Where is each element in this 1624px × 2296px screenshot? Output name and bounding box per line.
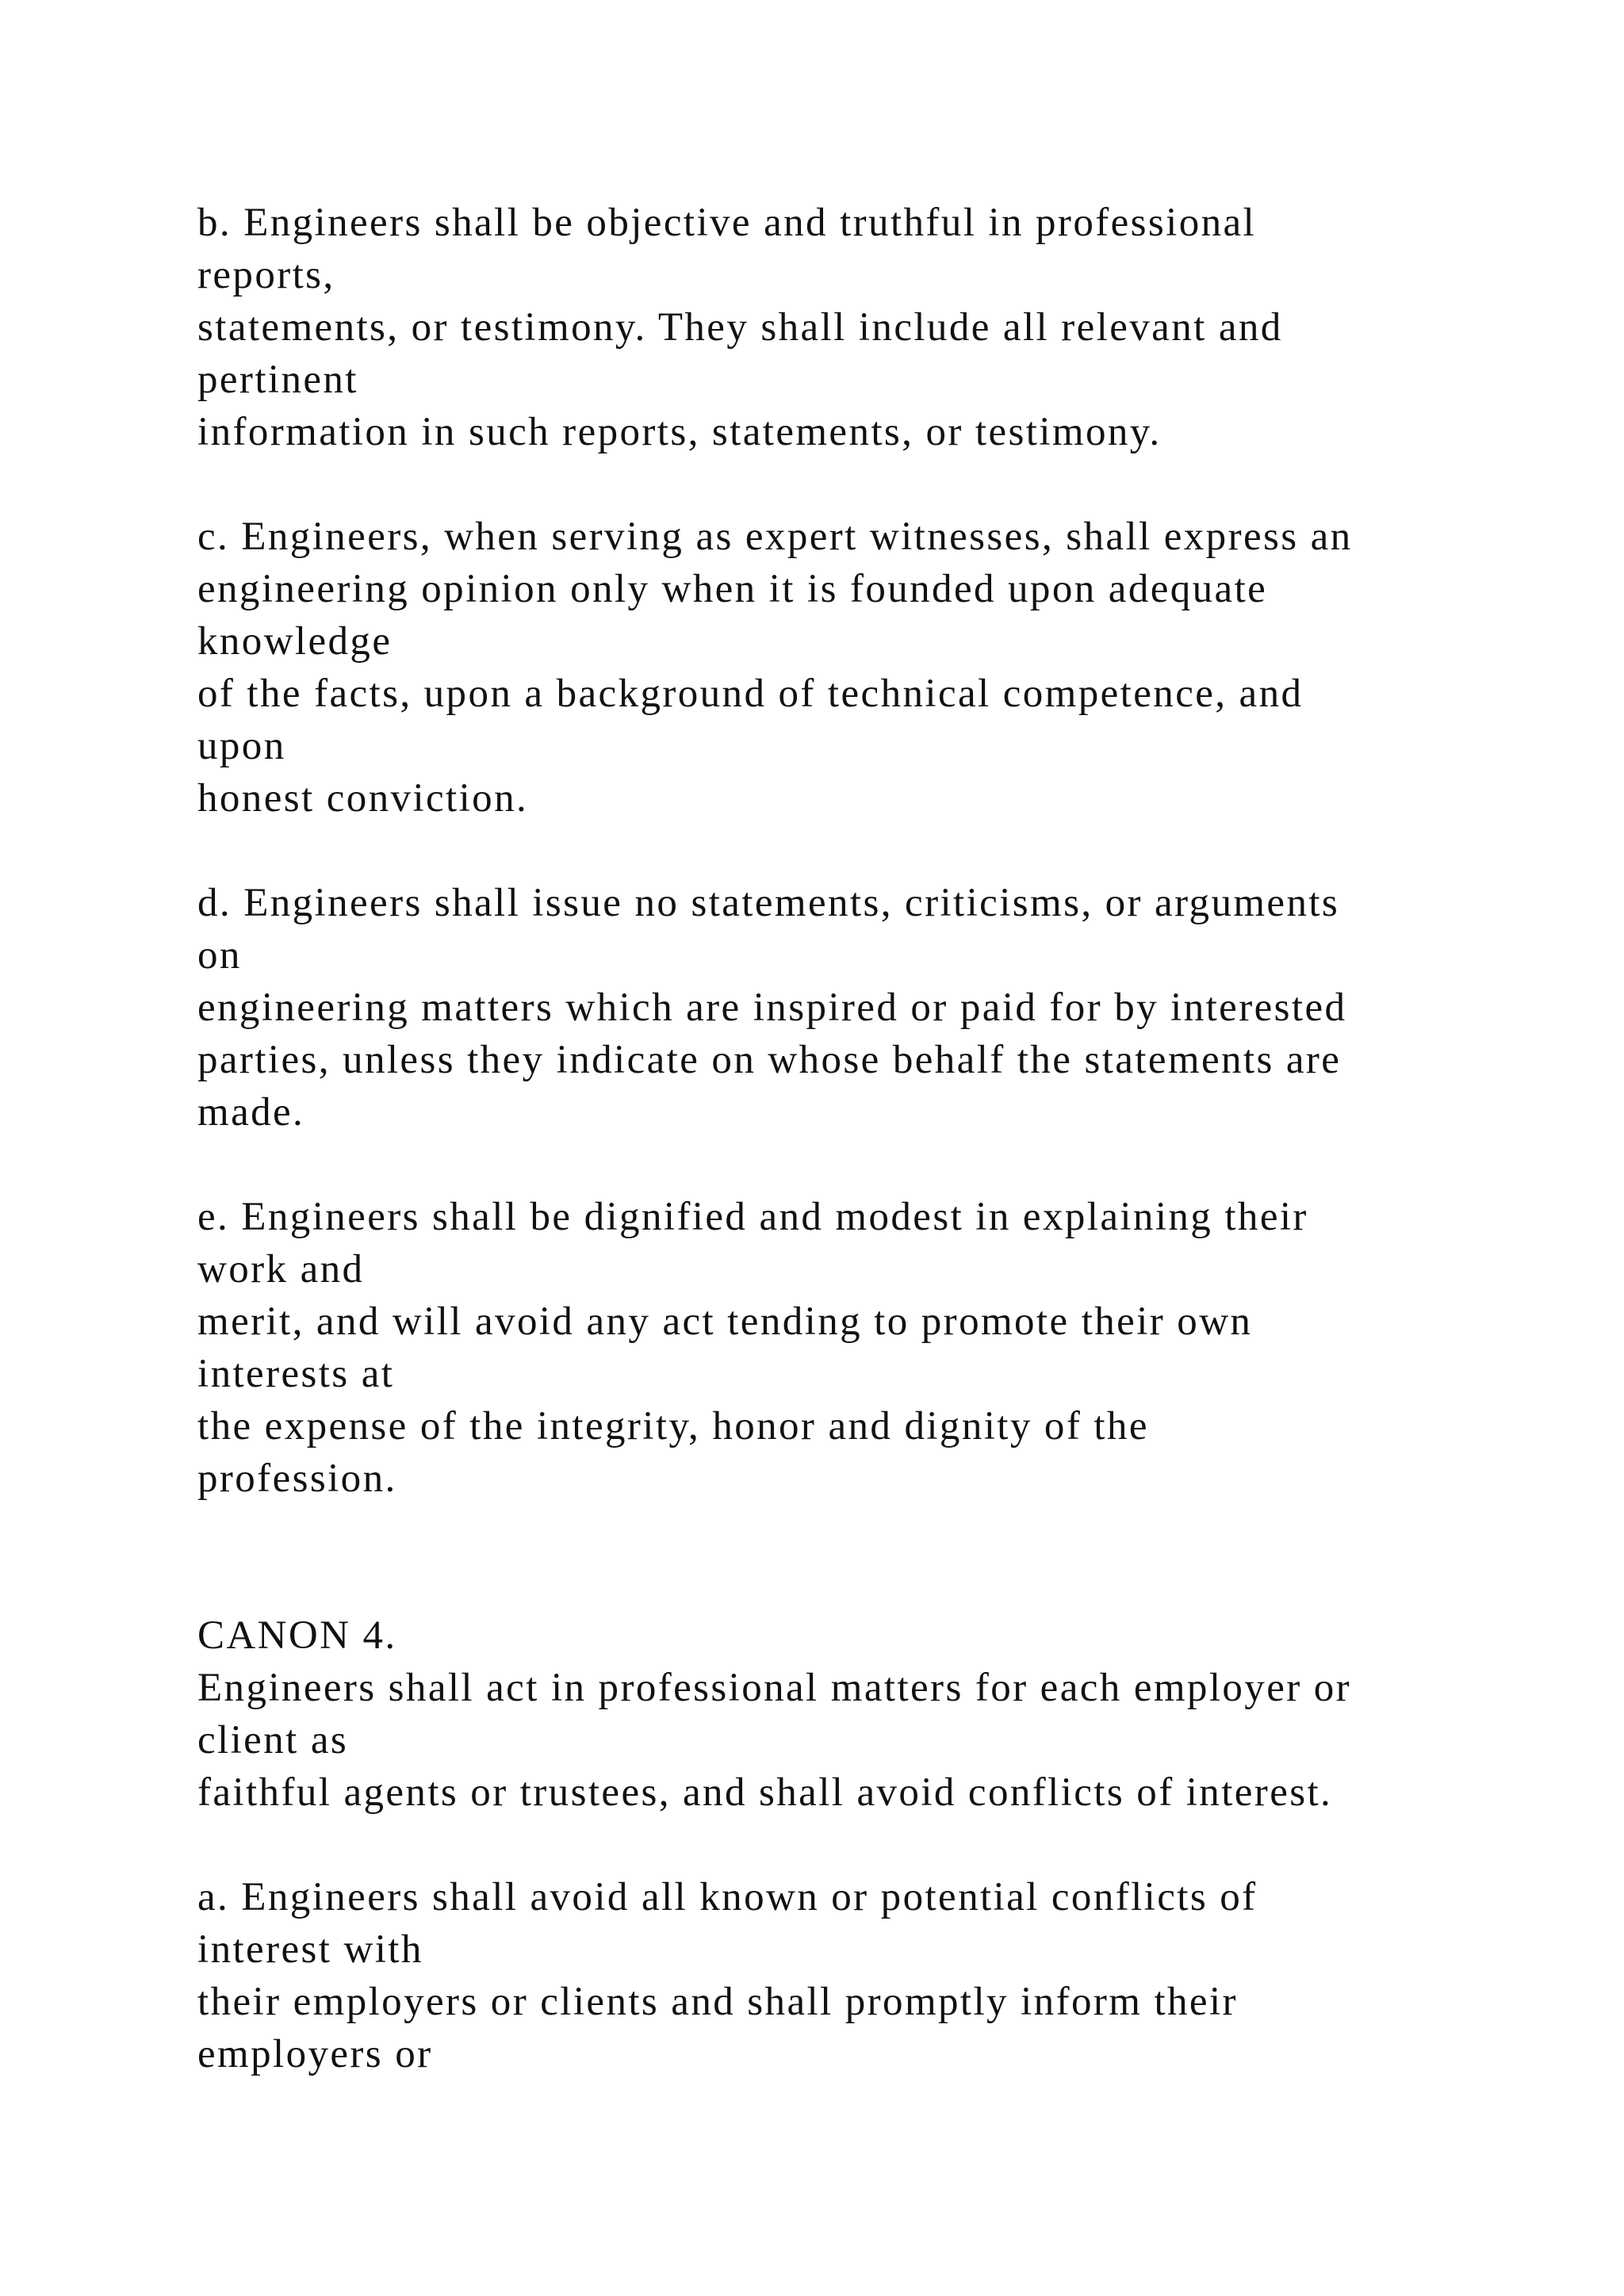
text-line: interest with: [197, 1927, 423, 1972]
text-line: statements, or testimony. They shall include all relevant and: [197, 305, 1283, 350]
section-spacer: [197, 1505, 1545, 1609]
text-line: d. Engineers shall issue no statements, criticisms, or arguments: [197, 881, 1340, 925]
text-line: on: [197, 933, 242, 978]
text-line: faithful agents or trustees, and shall avoid conflicts of interest.: [197, 1770, 1333, 1815]
paragraph-e: [197, 1191, 1545, 1505]
text-line: e. Engineers shall be dignified and modest in explaining their: [197, 1195, 1308, 1239]
text-line: c. Engineers, when serving as expert witnesses, shall express an: [197, 515, 1353, 559]
paragraph-d: [197, 877, 1545, 1138]
document-body: [197, 197, 1545, 2080]
text-line: reports,: [197, 253, 335, 297]
paragraph-spacer: [197, 825, 1545, 877]
text-line: made.: [197, 1090, 305, 1135]
text-line: interests at: [197, 1352, 395, 1396]
paragraph-c: [197, 511, 1545, 825]
text-line: of the facts, upon a background of technical competence, and: [197, 672, 1304, 716]
text-line: work and: [197, 1247, 365, 1292]
text-line: the expense of the integrity, honor and dignity of the: [197, 1404, 1149, 1448]
text-line: employers or: [197, 2032, 433, 2076]
text-line: a. Engineers shall avoid all known or potential conflicts of: [197, 1875, 1258, 1919]
paragraph-b: [197, 197, 1545, 458]
text-line: client as: [197, 1718, 349, 1762]
canon-4-section: [197, 1609, 1545, 1819]
text-line: engineering matters which are inspired or paid for by interested: [197, 985, 1347, 1030]
text-line: b. Engineers shall be objective and truthful in professional: [197, 201, 1257, 245]
text-line: their employers or clients and shall promptly inform their: [197, 1980, 1238, 2024]
text-line: parties, unless they indicate on whose behalf the statements are: [197, 1038, 1342, 1082]
text-line: information in such reports, statements, or testimony.: [197, 410, 1162, 454]
text-line: honest conviction.: [197, 776, 529, 821]
paragraph-spacer: [197, 1819, 1545, 1871]
text-line: Engineers shall act in professional matters for each employer or: [197, 1666, 1352, 1710]
text-line: profession.: [197, 1456, 397, 1501]
paragraph-spacer: [197, 458, 1545, 511]
canon-heading: CANON 4.: [197, 1613, 397, 1658]
text-line: upon: [197, 724, 286, 768]
paragraph-spacer: [197, 1138, 1545, 1191]
text-line: merit, and will avoid any act tending to promote their own: [197, 1299, 1253, 1344]
text-line: knowledge: [197, 619, 393, 664]
text-line: engineering opinion only when it is founded upon adequate: [197, 567, 1268, 611]
paragraph-4a: [197, 1871, 1545, 2080]
text-line: pertinent: [197, 358, 358, 402]
